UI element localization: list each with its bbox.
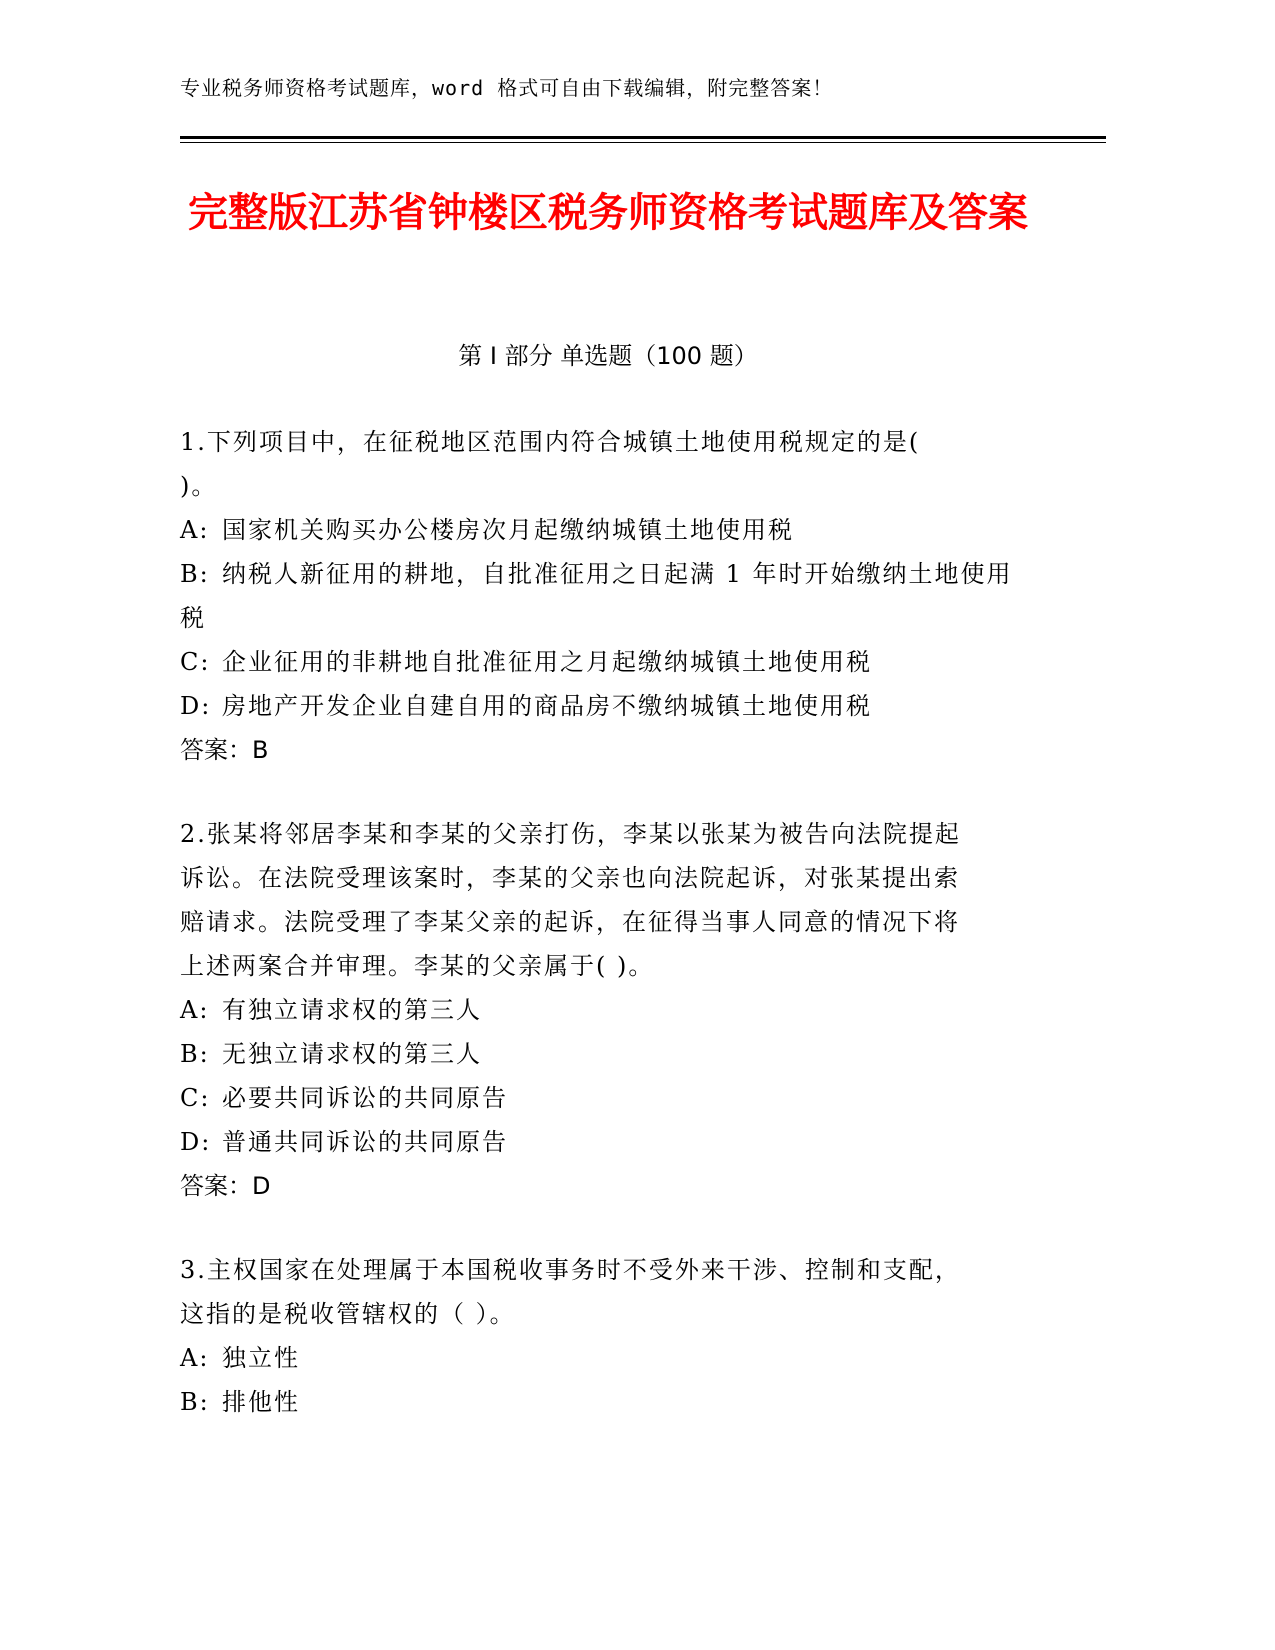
question-1-option-c (180, 640, 1026, 684)
question-2-option-c (180, 1076, 1026, 1120)
question-3-line-2: 这指的是税收管辖权的（ ）。 (180, 1300, 516, 1328)
option-text: 排他性 (222, 1388, 300, 1416)
option-key: D: (180, 1128, 212, 1156)
option-key: A: (180, 516, 210, 544)
header-rule-thick (180, 136, 1106, 139)
question-2 (180, 812, 1026, 1208)
question-1-option-a (180, 508, 1026, 552)
option-key: C: (180, 648, 211, 676)
option-text: 纳税人新征用的耕地，自批准征用之日起满 1 年时开始缴纳土地使用税 (180, 560, 1013, 632)
question-2-option-d (180, 1120, 1026, 1164)
document-title: 完整版江苏省钟楼区税务师资格考试题库及答案 (188, 190, 1028, 236)
option-text: 房地产开发企业自建自用的商品房不缴纳城镇土地使用税 (222, 692, 872, 720)
question-1-option-d (180, 684, 1026, 728)
option-key: B: (180, 1388, 210, 1416)
question-2-line-1: 2.张某将邻居李某和李某的父亲打伤，李某以张某为被告向法院提起 (180, 820, 961, 848)
option-key: B: (180, 1040, 210, 1068)
option-text: 独立性 (222, 1344, 300, 1372)
section-heading: 第 I 部分 单选题（100 题） (458, 342, 758, 370)
question-1-line-1: 1.下列项目中，在征税地区范围内符合城镇土地使用税规定的是( (180, 428, 921, 456)
question-1-answer: 答案：B (180, 736, 269, 764)
option-text: 国家机关购买办公楼房次月起缴纳城镇土地使用税 (222, 516, 794, 544)
question-2-option-b (180, 1032, 1026, 1076)
question-1-option-b (180, 552, 1026, 640)
option-key: C: (180, 1084, 211, 1112)
question-2-line-4: 上述两案合并审理。李某的父亲属于( )。 (180, 952, 655, 980)
question-3-line-1: 3.主权国家在处理属于本国税收事务时不受外来干涉、控制和支配， (180, 1256, 961, 1284)
option-key: B: (180, 560, 210, 588)
question-2-line-3: 赔请求。法院受理了李某父亲的起诉，在征得当事人同意的情况下将 (180, 908, 960, 936)
option-key: A: (180, 996, 210, 1024)
option-text: 有独立请求权的第三人 (222, 996, 482, 1024)
option-text: 普通共同诉讼的共同原告 (222, 1128, 508, 1156)
question-list (180, 420, 1026, 1464)
question-2-line-2: 诉讼。在法院受理该案时，李某的父亲也向法院起诉，对张某提出索 (180, 864, 960, 892)
option-text: 必要共同诉讼的共同原告 (222, 1084, 508, 1112)
question-3-option-b (180, 1380, 1026, 1424)
question-3-option-a (180, 1336, 1026, 1380)
question-1 (180, 420, 1026, 772)
option-key: A: (180, 1344, 210, 1372)
option-key: D: (180, 692, 212, 720)
question-1-line-2: )。 (180, 472, 218, 500)
question-2-answer: 答案：D (180, 1172, 271, 1200)
option-text: 企业征用的非耕地自批准征用之月起缴纳城镇土地使用税 (222, 648, 872, 676)
option-text: 无独立请求权的第三人 (222, 1040, 482, 1068)
header-rule-thin (180, 142, 1106, 143)
page-header-text: 专业税务师资格考试题库，word 格式可自由下载编辑，附完整答案！ (180, 76, 834, 100)
question-3 (180, 1248, 1026, 1424)
question-2-option-a (180, 988, 1026, 1032)
